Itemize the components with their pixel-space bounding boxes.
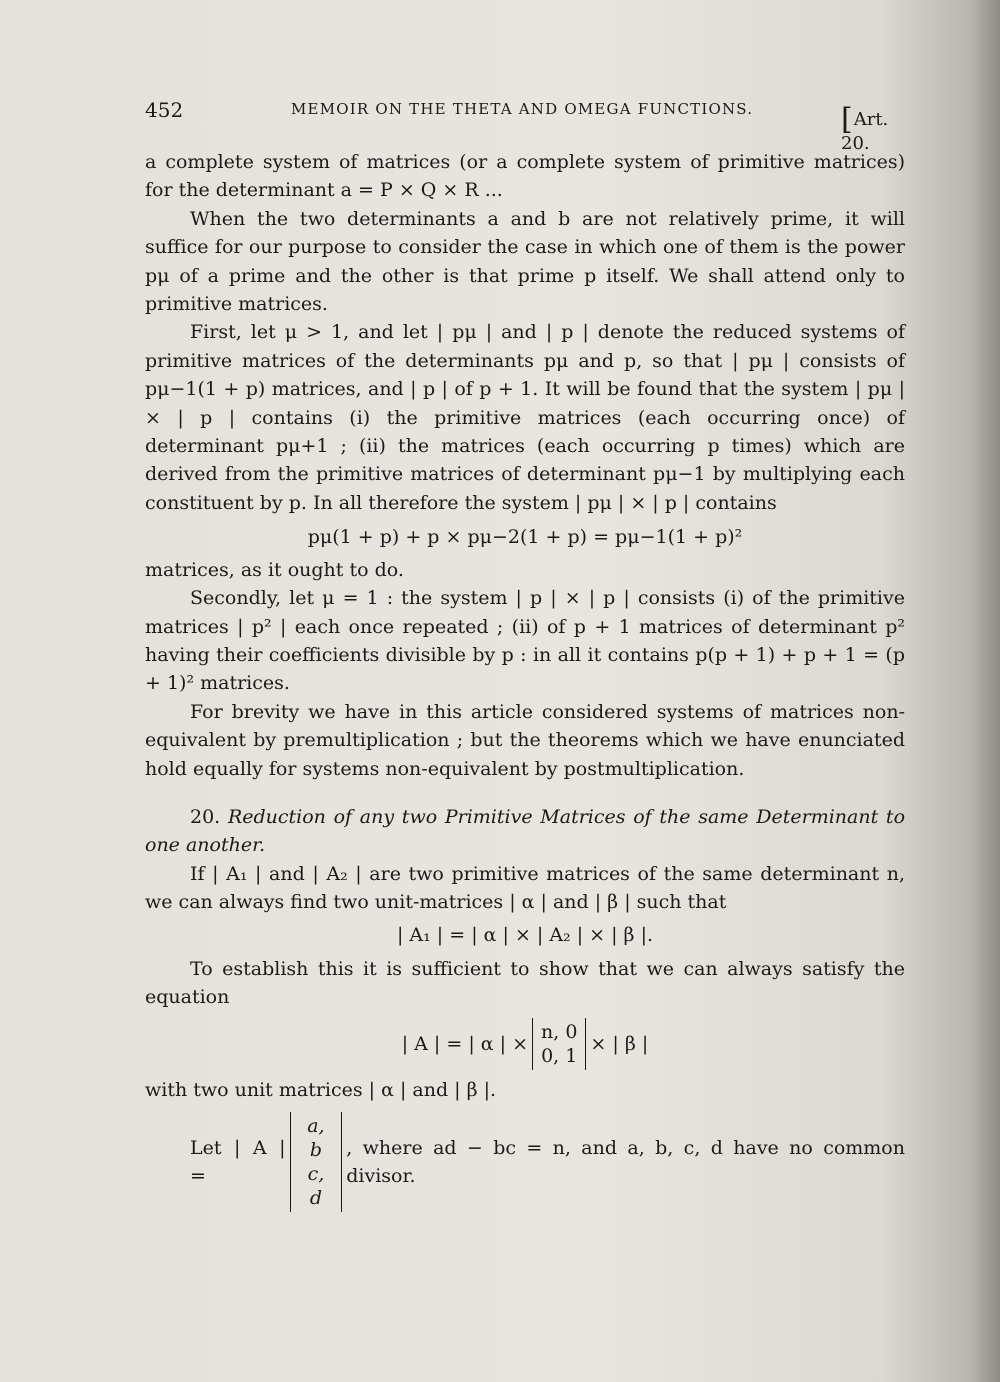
paragraph-7: If | A₁ | and | A₂ | are two primitive matrices of the same determinant n, we can always find two unit-matrices | α | and | β | such that <box>145 862 905 914</box>
paragraph-1: a complete system of matrices (or a complete system of primitive matrices) for the determinant a = P × Q × R ... <box>145 151 905 202</box>
let-right: , where ad − bc = n, and a, b, c, d have no common divisor. <box>346 1136 905 1188</box>
section-title: Reduction of any two Primitive Matrices of the same Determinant to one another. <box>145 805 906 857</box>
running-header <box>145 98 905 154</box>
equation-count: pμ(1 + p) + p × pμ−2(1 + p) = pμ−1(1 + p)² <box>307 526 743 549</box>
paragraph-6: For brevity we have in this article considered systems of matrices non-equivalent by premultiplication ; but the theorems which we have enunciated hold equally for systems non-equivalent by postmultiplication. <box>145 700 905 780</box>
article-reference: [Art. 20. <box>841 102 889 154</box>
determinant-row-2: c, d <box>307 1163 325 1210</box>
paragraph-2: When the two determinants a and b are not relatively prime, it will suffice for our purpose to consider the case in which one of them is the power pμ of a prime and the other is that prime p itself. We shall attend only to primitive matrices. <box>145 207 905 316</box>
determinant-row-1: a, b <box>307 1115 325 1162</box>
equation-matrix-left: | A | = | α | × <box>401 1032 529 1055</box>
determinant-n-matrix <box>532 1018 586 1070</box>
section-number: 20. <box>190 805 221 828</box>
article-label: Art. 20. <box>841 109 889 154</box>
let-statement <box>145 1112 905 1212</box>
running-title: MEMOIR ON THE THETA AND OMEGA FUNCTIONS. <box>291 100 754 118</box>
paragraph-5: Secondly, let μ = 1 : the system | p | × | p | consists (i) of the primitive matrices | p² | each once repeated ; (ii) of p + 1 matrices of determinant p² having their coefficients divisible by p : in all it contains p(p + 1) + p + 1 = (p + 1)² matrices. <box>145 587 905 695</box>
determinant-row-2: 0, 1 <box>541 1044 578 1067</box>
body-text <box>145 148 905 1212</box>
determinant-abcd-matrix <box>290 1112 343 1212</box>
let-left: Let | A | = <box>190 1136 286 1188</box>
page-number: 452 <box>145 98 184 122</box>
equation-matrix-right: × | β | <box>590 1032 649 1055</box>
paragraph-4: matrices, as it ought to do. <box>145 558 404 581</box>
determinant-row-1: n, 0 <box>541 1020 578 1043</box>
paragraph-3: First, let μ > 1, and let | pμ | and | p | denote the reduced systems of primitive matrices of the determinants pμ and p, so that | pμ | consists of pμ−1(1 + p) matrices, and | p | of p + 1. It will be found that the system | pμ | × | p | contains (i) the primitive matrices (each occurring once) of determinant pμ+1 ; (ii) the matrices (each occurring p times) which are derived from the primitive matrices of determinant pμ−1 by multiplying each constituent by p. In all therefore the system | pμ | × | p | contains <box>145 321 905 514</box>
paragraph-9: with two unit matrices | α | and | β |. <box>145 1078 497 1101</box>
equation-reduction: | A₁ | = | α | × | A₂ | × | β |. <box>396 923 654 946</box>
paragraph-8: To establish this it is sufficient to show that we can always satisfy the equation <box>145 957 905 1009</box>
equation-matrix <box>145 1018 905 1070</box>
section-heading <box>145 803 905 860</box>
